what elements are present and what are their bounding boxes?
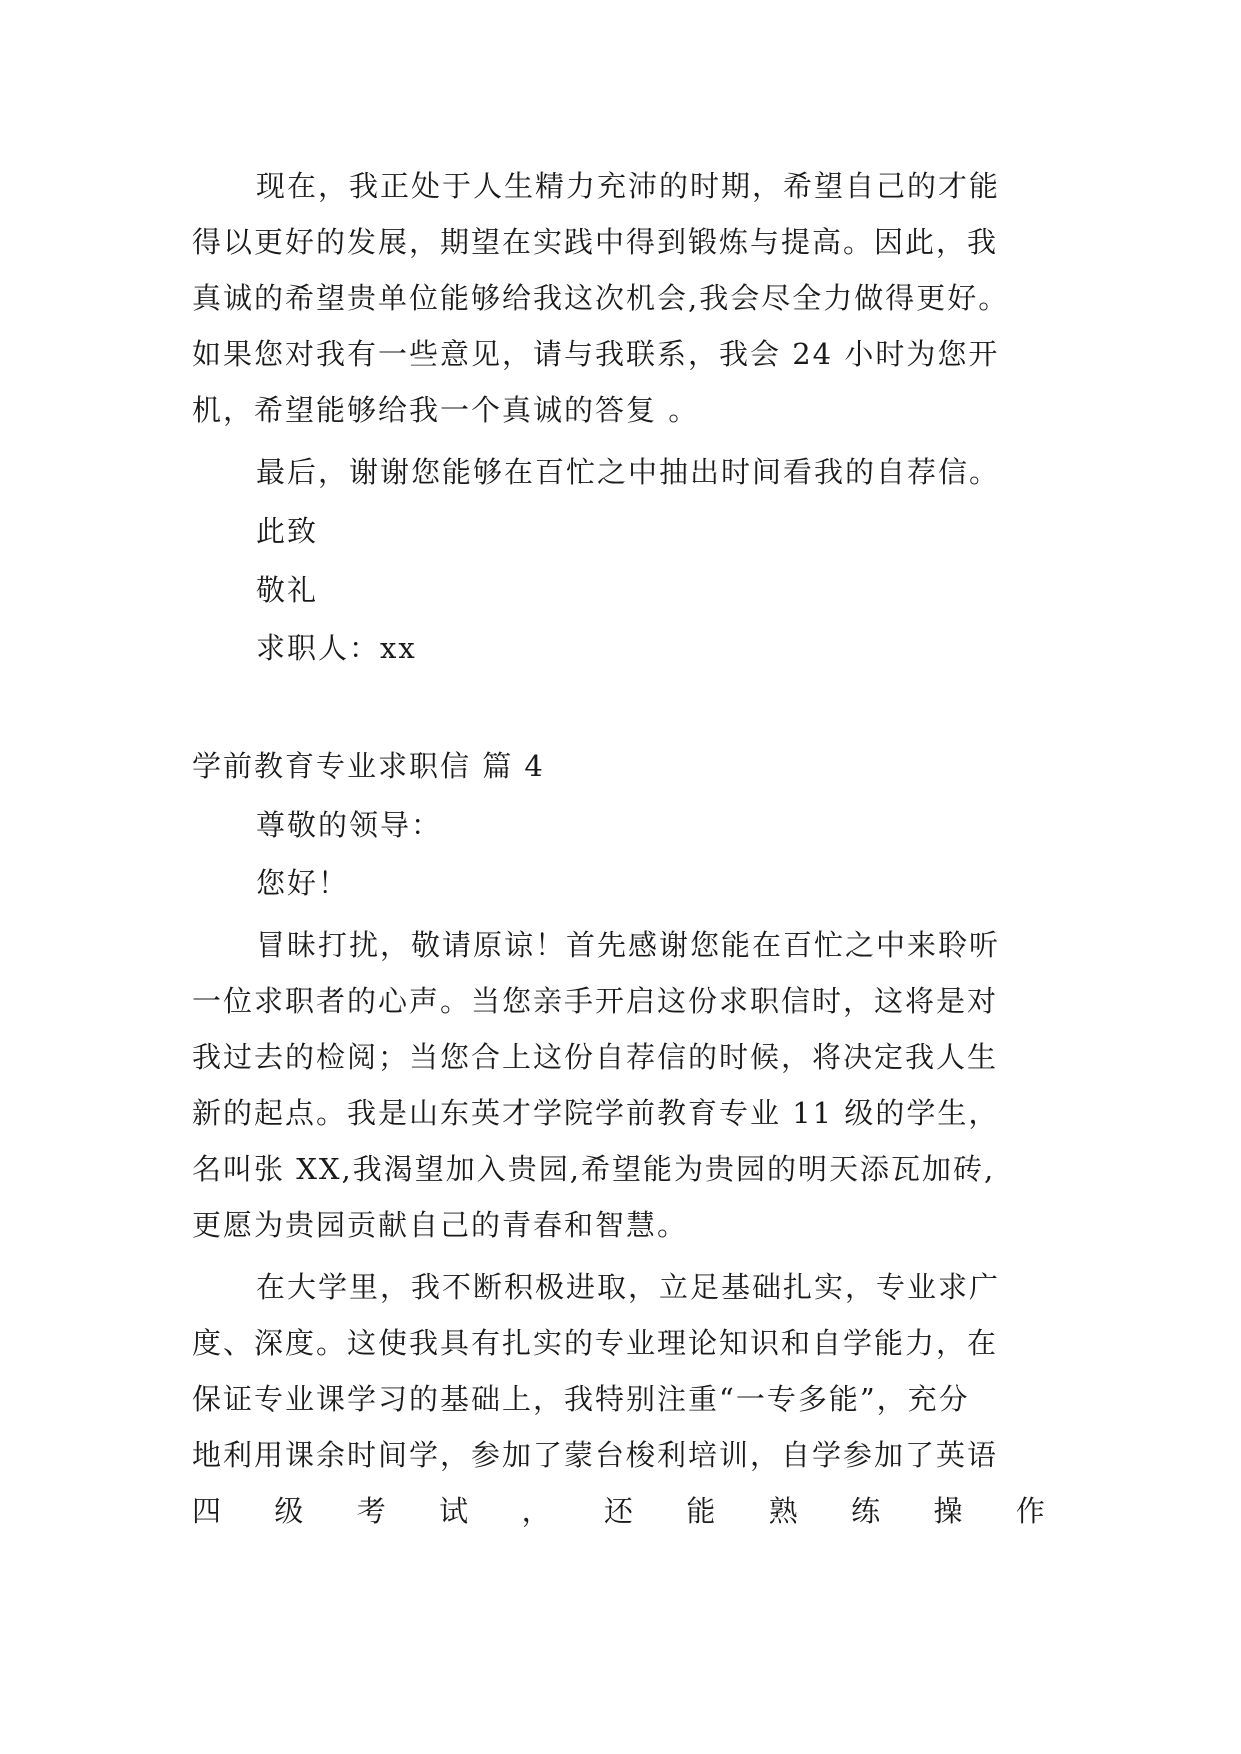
- thanks-line: 最后，谢谢您能够在百忙之中抽出时间看我的自荐信。: [256, 455, 1001, 489]
- salutation-line: 敬礼: [256, 573, 319, 607]
- text-line: 度、深度。这使我具有扎实的专业理论知识和自学能力，在: [192, 1326, 999, 1360]
- text-line: 真诚的希望贵单位能够给我这次机会,我会尽全力做得更好。: [192, 281, 1010, 315]
- spread-char: 能: [686, 1494, 718, 1528]
- text-line: 我过去的检阅；当您合上这份自荐信的时候，将决定我人生: [192, 1040, 999, 1074]
- signature-line: 求职人：xx: [256, 631, 417, 665]
- spread-char: 还: [603, 1494, 635, 1528]
- text-line: 冒昧打扰，敬请原谅！首先感谢您能在百忙之中来聆听: [256, 928, 1001, 962]
- text-line: 在大学里，我不断积极进取，立足基础扎实，专业求广: [256, 1270, 1001, 1304]
- text-line: 一位求职者的心声。当您亲手开启这份求职信时，这将是对: [192, 984, 999, 1018]
- text-line: 如果您对我有一些意见，请与我联系，我会 24 小时为您开: [192, 337, 1000, 371]
- spread-char: 熟: [768, 1494, 800, 1528]
- spread-char: 级: [274, 1494, 306, 1528]
- spread-char: 作: [1015, 1494, 1047, 1528]
- text-line: 新的起点。我是山东英才学院学前教育专业 11 级的学生，: [192, 1096, 1000, 1130]
- section-heading: 学前教育专业求职信 篇 4: [192, 749, 545, 783]
- text-line: 机，希望能够给我一个真诚的答复 。: [192, 393, 700, 427]
- spread-char: 四: [192, 1494, 224, 1528]
- spread-char: ，: [521, 1494, 553, 1528]
- hello-line: 您好！: [256, 866, 350, 900]
- spread-char: 操: [933, 1494, 965, 1528]
- text-line: 名叫张 XX,我渴望加入贵园,希望能为贵园的明天添瓦加砖,: [192, 1152, 996, 1186]
- text-line: 现在，我正处于人生精力充沛的时期，希望自己的才能: [256, 169, 1001, 203]
- justified-text-line: [192, 1491, 1047, 1531]
- greeting-line: 尊敬的领导：: [256, 808, 443, 842]
- spread-char: 考: [356, 1494, 388, 1528]
- text-line: 更愿为贵园贡献自己的青春和智慧。: [192, 1208, 689, 1242]
- text-line: 保证专业课学习的基础上，我特别注重“一专多能”，充分: [192, 1382, 970, 1416]
- text-line: 地利用课余时间学，参加了蒙台梭利培训，自学参加了英语: [192, 1438, 999, 1472]
- salutation-line: 此致: [256, 514, 319, 548]
- text-line: 得以更好的发展，期望在实践中得到锻炼与提高。因此，我: [192, 225, 999, 259]
- spread-char: 练: [851, 1494, 883, 1528]
- spread-char: 试: [439, 1494, 471, 1528]
